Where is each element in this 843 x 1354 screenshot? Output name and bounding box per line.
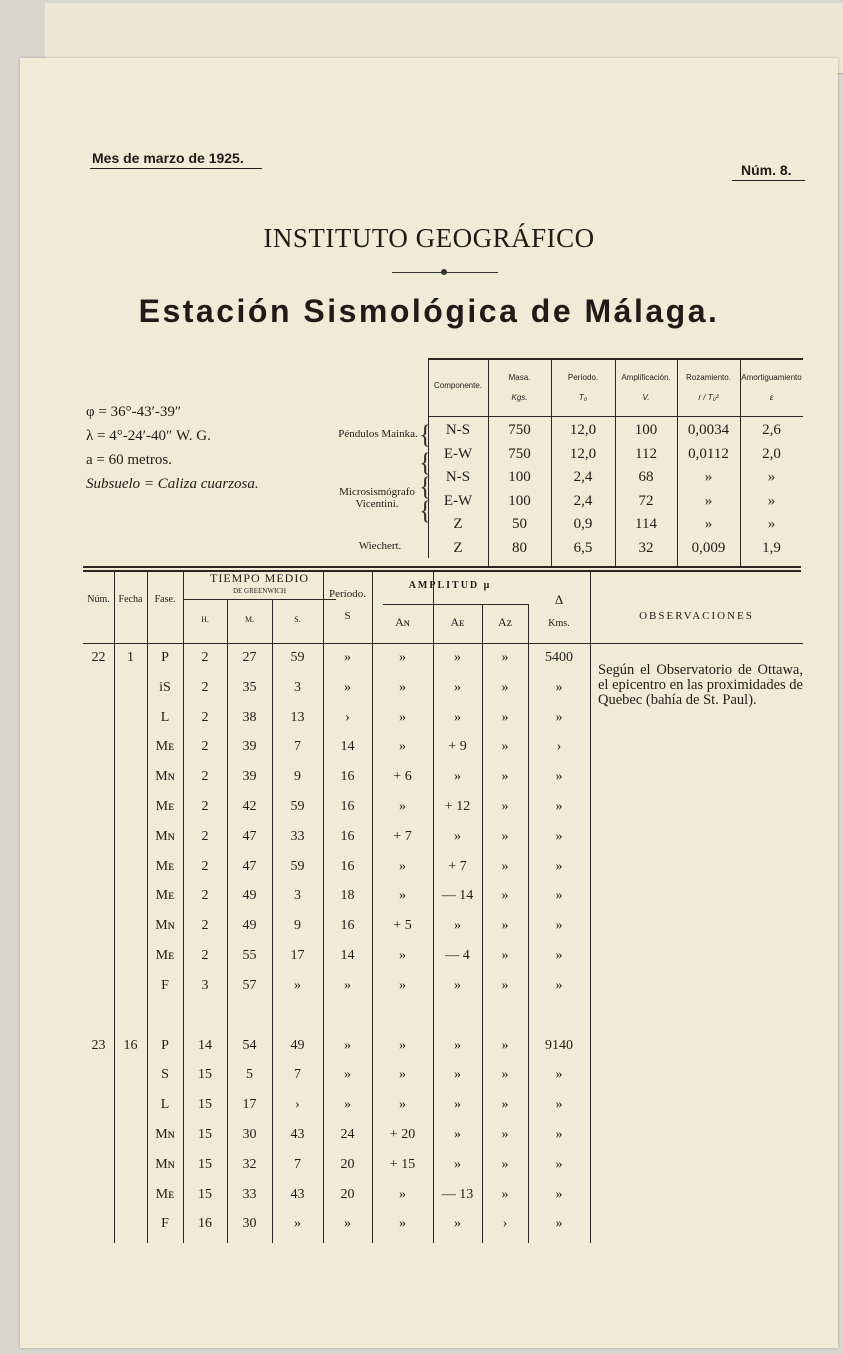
table-cell: » bbox=[555, 858, 563, 874]
table-cell: 5 bbox=[246, 1067, 253, 1083]
table-cell: Mᴇ bbox=[155, 799, 175, 814]
table-cell: » bbox=[555, 977, 563, 993]
brace-mark: { bbox=[419, 472, 432, 501]
pendulum-cell: 0,009 bbox=[691, 539, 726, 556]
table-cell: Mᴇ bbox=[155, 1186, 175, 1202]
pendulum-col-rule bbox=[488, 358, 489, 568]
table-cell: » bbox=[294, 1216, 301, 1232]
table-cell: » bbox=[555, 1186, 563, 1202]
table-cell: 16 bbox=[340, 769, 355, 785]
table-cell: » bbox=[555, 1156, 563, 1172]
ornament-dot bbox=[441, 269, 447, 275]
pendulum-cell: 750 bbox=[508, 422, 531, 438]
table-cell: P bbox=[161, 1037, 169, 1053]
table-cell: 42 bbox=[242, 799, 257, 814]
table-cell: » bbox=[454, 1127, 461, 1142]
table-cell: 30 bbox=[242, 1127, 257, 1142]
table-cell: » bbox=[399, 858, 406, 874]
pendulum-col-rule bbox=[740, 358, 741, 568]
pendulum-header: Componente. bbox=[433, 381, 483, 390]
header-delta-unit: Kms. bbox=[548, 618, 570, 629]
table-cell: + 7 bbox=[448, 858, 467, 874]
table-cell: 16 bbox=[198, 1216, 212, 1232]
table-cell: — 14 bbox=[441, 888, 474, 904]
table-cell: » bbox=[501, 769, 509, 785]
header-observations: OBSERVACIONES bbox=[639, 610, 754, 622]
header-m: M. bbox=[244, 615, 255, 624]
header-az: Aᴢ bbox=[498, 615, 512, 629]
pendulum-header: Masa. bbox=[508, 373, 531, 382]
header-ae: Aᴇ bbox=[450, 615, 465, 629]
table-cell: + 15 bbox=[389, 1156, 416, 1172]
table-cell: » bbox=[399, 799, 406, 814]
header-s: S. bbox=[294, 615, 301, 624]
table-cell: 16 bbox=[340, 828, 355, 844]
table-cell: 16 bbox=[340, 799, 355, 814]
table-cell: Mᴇ bbox=[155, 739, 175, 755]
table-cell: Mᴇ bbox=[155, 858, 175, 874]
group-mainka: Péndulos Mainka. bbox=[338, 428, 418, 440]
table-cell: 32 bbox=[242, 1156, 257, 1172]
pendulum-col-rule bbox=[677, 358, 678, 568]
table-cell: » bbox=[294, 977, 301, 993]
table-cell: 33 bbox=[290, 828, 305, 844]
table-cell: » bbox=[501, 1186, 509, 1202]
table-cell: 39 bbox=[242, 739, 257, 755]
header-time-sub: DE GREENWICH bbox=[232, 587, 287, 595]
table-cell: 2 bbox=[201, 739, 209, 755]
subsoil: Subsuelo = Caliza cuarzosa. bbox=[86, 476, 259, 492]
table-cell: » bbox=[501, 977, 509, 993]
table-cell: » bbox=[501, 1097, 509, 1113]
table-cell: » bbox=[344, 679, 351, 695]
pendulum-cell: E-W bbox=[443, 492, 473, 509]
table-cell: 17 bbox=[242, 1097, 257, 1113]
table-cell: » bbox=[555, 888, 563, 904]
pendulum-header: Período. bbox=[567, 373, 599, 382]
pendulum-header: Rozamiento. bbox=[686, 373, 731, 382]
table-cell: 15 bbox=[198, 1067, 212, 1083]
pendulum-cell: 100 bbox=[508, 492, 531, 509]
table-cell: + 12 bbox=[444, 799, 471, 814]
pendulum-cell: 750 bbox=[508, 445, 531, 462]
table-cell: 33 bbox=[242, 1186, 257, 1202]
table-cell: F bbox=[161, 1216, 169, 1232]
pendulum-cell: N-S bbox=[445, 469, 471, 485]
table-cell: » bbox=[399, 650, 406, 665]
table-cell: 20 bbox=[340, 1186, 355, 1202]
header-delta: Δ bbox=[554, 592, 564, 607]
table-cell: › bbox=[502, 1216, 508, 1232]
pendulum-header: Amplificación. bbox=[621, 373, 671, 382]
table-cell: + 9 bbox=[448, 739, 467, 755]
table-cell: » bbox=[454, 1156, 461, 1172]
header-h: H. bbox=[201, 615, 209, 624]
table-cell: 14 bbox=[340, 739, 355, 755]
pendulum-cell: 100 bbox=[634, 422, 658, 438]
pendulum-header-unit: ε bbox=[769, 393, 774, 402]
table-cell: F bbox=[161, 977, 169, 993]
table-cell: » bbox=[454, 1037, 461, 1053]
table-cell: » bbox=[501, 828, 509, 844]
table-cell: Mɴ bbox=[155, 918, 175, 934]
table-cell: » bbox=[555, 709, 563, 725]
table-cell: S bbox=[161, 1067, 169, 1083]
table-cell: 2 bbox=[201, 858, 209, 874]
table-cell: » bbox=[501, 799, 509, 814]
institute-title: INSTITUTO GEOGRÁFICO bbox=[263, 223, 595, 253]
header-date: Fecha bbox=[118, 594, 143, 605]
table-cell: » bbox=[454, 977, 461, 993]
pendulum-cell: 0,0112 bbox=[688, 445, 729, 462]
header-time: TIEMPO MEDIO bbox=[210, 571, 309, 585]
table-cell: » bbox=[454, 1097, 461, 1113]
table-cell: 7 bbox=[294, 1156, 301, 1172]
table-cell: + 6 bbox=[393, 769, 412, 785]
table-cell: + 20 bbox=[389, 1127, 416, 1142]
table-cell: » bbox=[555, 1216, 563, 1232]
group-vicentini: Microsismógrafo Vicentini. bbox=[339, 486, 415, 510]
table-cell: » bbox=[344, 650, 351, 665]
table-cell: 15 bbox=[198, 1127, 212, 1142]
table-cell: » bbox=[454, 1216, 461, 1232]
table-cell: 5400 bbox=[545, 650, 573, 665]
table-cell: 47 bbox=[242, 828, 257, 844]
table-cell: 16 bbox=[340, 918, 355, 934]
table-cell: 18 bbox=[340, 888, 355, 904]
header-an: Aɴ bbox=[395, 615, 410, 629]
table-cell: L bbox=[160, 1097, 170, 1113]
month-label: Mes de marzo de 1925. bbox=[92, 150, 244, 166]
pendulum-cell: 6,5 bbox=[573, 539, 593, 556]
table-cell: » bbox=[454, 709, 461, 725]
table-cell: » bbox=[344, 1097, 351, 1113]
table-cell: » bbox=[399, 1067, 406, 1083]
table-cell: 24 bbox=[340, 1127, 355, 1142]
table-cell: 2 bbox=[201, 948, 209, 963]
table-cell: 59 bbox=[290, 799, 305, 814]
table-cell: 9 bbox=[294, 769, 301, 785]
main-header-rule bbox=[83, 643, 803, 644]
pendulum-cell: » bbox=[704, 469, 713, 485]
table-cell: 49 bbox=[290, 1037, 305, 1053]
table-cell: » bbox=[555, 918, 563, 934]
header-period: Período. bbox=[329, 588, 366, 600]
table-cell: — 13 bbox=[441, 1186, 474, 1202]
pendulum-cell: Z bbox=[453, 516, 463, 532]
table-cell: » bbox=[399, 948, 406, 963]
table-cell: » bbox=[501, 888, 509, 904]
table-cell: 30 bbox=[242, 1216, 257, 1232]
table-cell: » bbox=[399, 679, 406, 695]
pendulum-cell: » bbox=[767, 516, 776, 532]
table-cell: 23 bbox=[91, 1037, 106, 1053]
number-underline bbox=[732, 180, 805, 181]
bulletin-page bbox=[20, 58, 838, 1348]
month-underline bbox=[90, 168, 262, 169]
table-cell: 14 bbox=[340, 948, 355, 963]
table-cell: 2 bbox=[201, 650, 209, 665]
table-cell: — 4 bbox=[445, 948, 470, 963]
group-wiechert: Wiechert. bbox=[358, 540, 402, 552]
observation-note: Según el Observatorio de Ottawa, el epicentro en las proximidades de Quebec (bahía de St. Paul). bbox=[598, 662, 803, 708]
table-cell: 3 bbox=[201, 977, 209, 993]
table-cell: 15 bbox=[198, 1097, 212, 1113]
table-cell: » bbox=[501, 679, 509, 695]
table-cell: » bbox=[399, 1037, 406, 1053]
pendulum-cell: 114 bbox=[635, 516, 657, 532]
table-cell: 9140 bbox=[545, 1037, 573, 1053]
table-cell: » bbox=[501, 650, 509, 665]
header-phase: Fase. bbox=[154, 594, 176, 605]
pendulum-header-unit: Kgs. bbox=[511, 393, 528, 402]
table-cell: 14 bbox=[198, 1037, 212, 1053]
pendulum-cell: 50 bbox=[512, 516, 527, 532]
table-cell: » bbox=[344, 977, 351, 993]
main-col-rule bbox=[114, 570, 115, 1243]
table-cell: » bbox=[555, 799, 563, 814]
pendulum-cell: 0,0034 bbox=[687, 422, 730, 438]
table-cell: 2 bbox=[201, 828, 209, 844]
pendulum-cell: 68 bbox=[638, 469, 654, 485]
table-cell: 54 bbox=[242, 1037, 257, 1053]
main-top-rule-1 bbox=[83, 566, 801, 568]
table-cell: » bbox=[454, 650, 461, 665]
pendulum-cell: 112 bbox=[635, 445, 657, 462]
pendulum-header: Amortiguamiento bbox=[741, 373, 802, 382]
table-cell: » bbox=[399, 888, 406, 904]
table-cell: » bbox=[454, 918, 461, 934]
header-amplitude: AMPLITUD μ bbox=[408, 580, 492, 591]
station-title: Estación Sismológica de Málaga. bbox=[138, 293, 720, 329]
amplitude-subheader-rule bbox=[383, 604, 528, 605]
pendulum-cell: 100 bbox=[508, 469, 531, 485]
table-cell: 59 bbox=[290, 858, 305, 874]
table-cell: P bbox=[161, 650, 169, 665]
table-cell: 55 bbox=[242, 948, 257, 963]
pendulum-cell: 12,0 bbox=[569, 422, 597, 438]
table-cell: » bbox=[555, 828, 563, 844]
table-cell: 49 bbox=[242, 918, 257, 934]
table-cell: » bbox=[555, 769, 563, 785]
pendulum-cell: 80 bbox=[512, 539, 527, 556]
brace-mark: { bbox=[419, 496, 432, 525]
table-cell: » bbox=[501, 1156, 509, 1172]
table-cell: » bbox=[399, 1186, 406, 1202]
table-cell: 47 bbox=[242, 858, 257, 874]
issue-number: Núm. 8. bbox=[741, 162, 792, 178]
pendulum-cell: 2,0 bbox=[762, 445, 781, 462]
longitude: λ = 4°-24′-40″ W. G. bbox=[86, 428, 211, 444]
table-cell: 3 bbox=[294, 888, 301, 904]
latitude: φ = 36°-43′-39″ bbox=[86, 404, 182, 420]
pendulum-cell: 72 bbox=[638, 492, 654, 509]
table-cell: » bbox=[454, 1067, 461, 1083]
pendulum-cell: E-W bbox=[443, 445, 473, 462]
pendulum-header-unit: r / T₀² bbox=[698, 393, 719, 402]
table-cell: 39 bbox=[242, 769, 257, 785]
table-cell: » bbox=[555, 1067, 563, 1083]
pendulum-cell: » bbox=[704, 516, 713, 532]
table-cell: 17 bbox=[290, 948, 305, 963]
table-cell: Mɴ bbox=[155, 828, 175, 844]
table-cell: » bbox=[399, 977, 406, 993]
brace-mark: { bbox=[419, 420, 432, 449]
main-col-rule bbox=[590, 570, 591, 1243]
table-cell: Mᴇ bbox=[155, 888, 175, 904]
table-cell: 15 bbox=[198, 1186, 212, 1202]
table-cell: 57 bbox=[242, 977, 257, 993]
pendulum-cell: 2,4 bbox=[573, 469, 593, 485]
table-cell: 2 bbox=[201, 918, 209, 934]
table-cell: 49 bbox=[242, 888, 257, 904]
table-cell: 2 bbox=[201, 888, 209, 904]
pendulum-col-rule bbox=[615, 358, 616, 568]
table-cell: 2 bbox=[201, 769, 209, 785]
table-cell: Mɴ bbox=[155, 1127, 175, 1142]
pendulum-header-unit: V. bbox=[642, 393, 650, 402]
pendulum-header-unit: T₀ bbox=[578, 393, 588, 402]
table-cell: 9 bbox=[294, 918, 301, 934]
table-cell: » bbox=[454, 679, 461, 695]
table-cell: » bbox=[501, 858, 509, 874]
table-cell: 2 bbox=[201, 709, 209, 725]
table-cell: » bbox=[501, 709, 509, 725]
pendulum-cell: » bbox=[767, 492, 776, 509]
pendulum-cell: » bbox=[767, 469, 776, 485]
table-cell: › bbox=[345, 709, 350, 725]
table-cell: 20 bbox=[340, 1156, 355, 1172]
altitude: a = 60 metros. bbox=[86, 452, 172, 468]
pendulum-cell: 32 bbox=[638, 539, 654, 556]
table-cell: 13 bbox=[290, 709, 305, 725]
table-cell: 16 bbox=[123, 1037, 138, 1053]
table-cell: » bbox=[501, 918, 509, 934]
table-cell: 43 bbox=[290, 1127, 305, 1142]
table-cell: + 5 bbox=[393, 918, 412, 934]
pendulum-cell: 2,6 bbox=[762, 422, 781, 438]
table-cell: + 7 bbox=[393, 828, 412, 844]
table-cell: 2 bbox=[201, 799, 209, 814]
table-cell: » bbox=[344, 1216, 351, 1232]
table-cell: » bbox=[501, 739, 509, 755]
table-cell: » bbox=[501, 1067, 509, 1083]
table-cell: 16 bbox=[340, 858, 355, 874]
pendulum-cell: 0,9 bbox=[573, 516, 593, 532]
table-cell: › bbox=[295, 1097, 300, 1113]
table-cell: 22 bbox=[91, 650, 106, 665]
pendulum-col-rule bbox=[551, 358, 552, 568]
table-cell: » bbox=[501, 1127, 509, 1142]
brace-mark: { bbox=[419, 448, 432, 477]
table-cell: » bbox=[555, 1097, 563, 1113]
pendulum-cell: 12,0 bbox=[569, 445, 597, 462]
table-cell: » bbox=[399, 1216, 406, 1232]
table-cell: 2 bbox=[201, 679, 209, 695]
pendulum-cell: » bbox=[704, 492, 713, 509]
pendulum-cell: Z bbox=[453, 539, 463, 556]
table-cell: › bbox=[556, 739, 562, 755]
table-cell: Mɴ bbox=[155, 769, 175, 785]
table-cell: » bbox=[555, 679, 563, 695]
table-cell: 38 bbox=[242, 709, 257, 725]
time-subheader-rule bbox=[183, 599, 336, 600]
pendulum-cell: N-S bbox=[445, 422, 471, 438]
table-cell: 3 bbox=[294, 679, 301, 695]
table-cell: 59 bbox=[290, 650, 305, 665]
table-cell: » bbox=[454, 828, 461, 844]
table-cell: » bbox=[555, 1127, 563, 1142]
table-cell: 15 bbox=[198, 1156, 212, 1172]
table-cell: 1 bbox=[127, 650, 134, 665]
table-cell: » bbox=[399, 739, 406, 755]
table-cell: » bbox=[399, 1097, 406, 1113]
table-cell: 35 bbox=[242, 679, 257, 695]
table-cell: iS bbox=[159, 679, 171, 695]
table-cell: 43 bbox=[290, 1186, 305, 1202]
table-cell: 7 bbox=[294, 739, 301, 755]
table-cell: Mᴇ bbox=[155, 948, 175, 963]
header-num: Núm. bbox=[87, 594, 110, 605]
table-cell: » bbox=[555, 948, 563, 963]
table-cell: Mɴ bbox=[155, 1156, 175, 1172]
table-cell: » bbox=[344, 1037, 351, 1053]
table-cell: 27 bbox=[242, 650, 257, 665]
pendulum-cell: 1,9 bbox=[762, 539, 781, 556]
pendulum-cell: 2,4 bbox=[573, 492, 593, 509]
table-cell: » bbox=[454, 769, 461, 785]
header-period-unit: S bbox=[344, 610, 351, 622]
table-cell: 7 bbox=[294, 1067, 301, 1083]
table-cell: » bbox=[501, 1037, 509, 1053]
table-cell: L bbox=[160, 709, 170, 725]
table-cell: » bbox=[344, 1067, 351, 1083]
table-cell: » bbox=[399, 709, 406, 725]
table-cell: » bbox=[501, 948, 509, 963]
